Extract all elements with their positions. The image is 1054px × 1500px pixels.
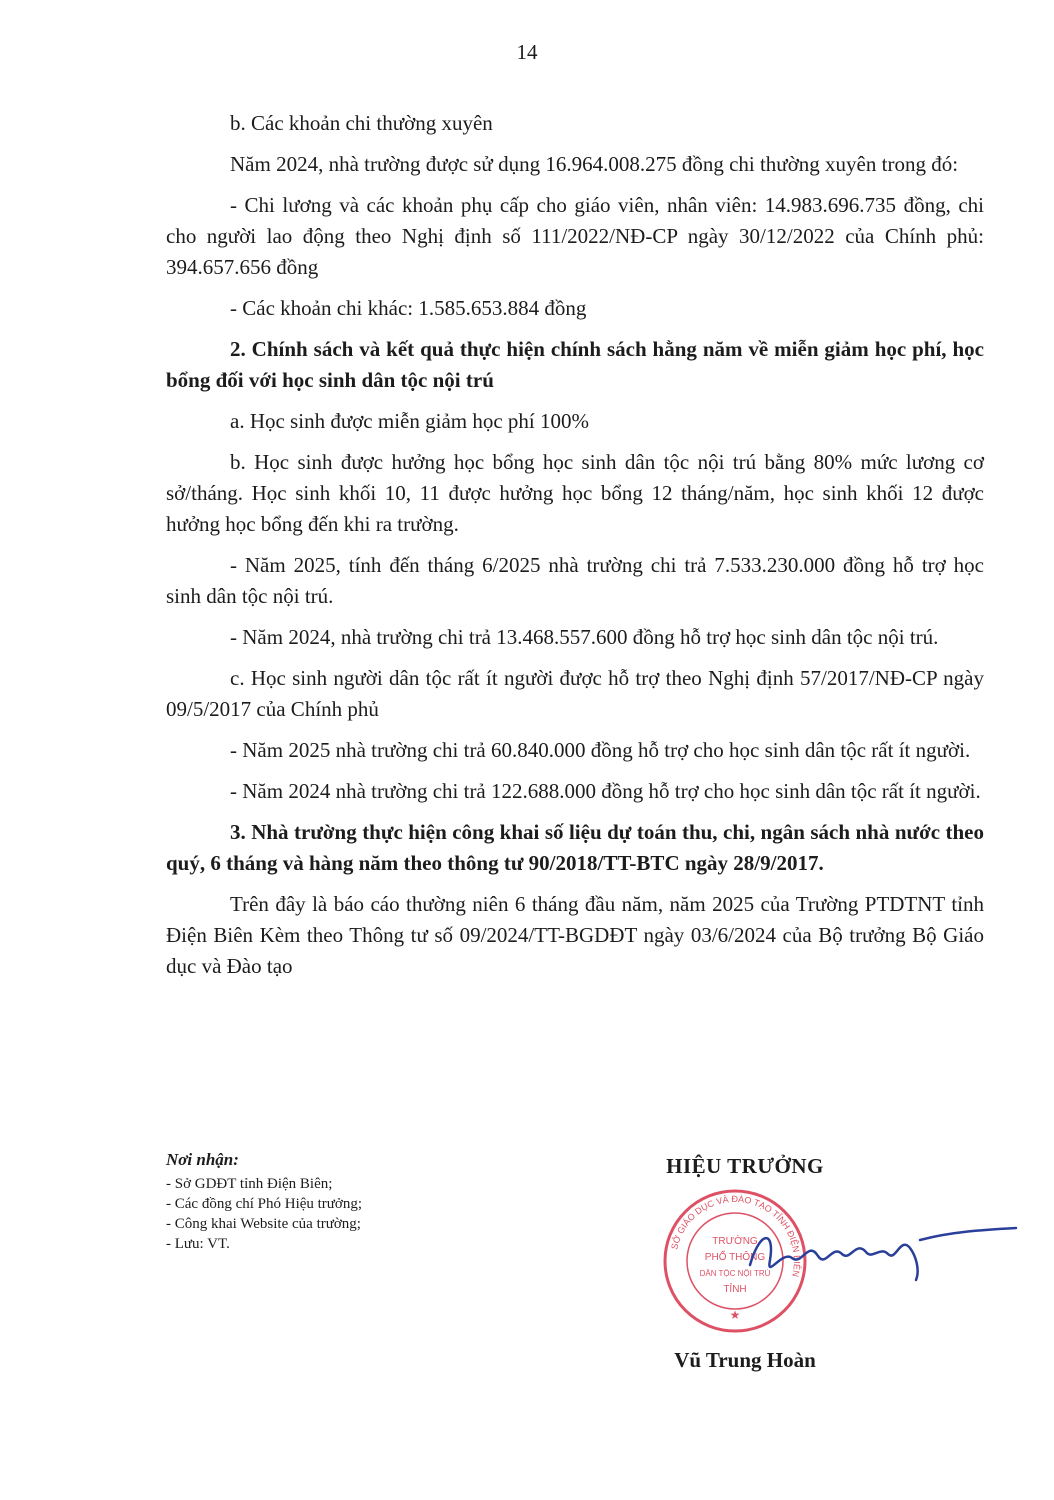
svg-text:DÂN TỘC NỘI TRÚ: DÂN TỘC NỘI TRÚ (699, 1269, 771, 1278)
paragraph: b. Học sinh được hưởng học bổng học sinh dân tộc nội trú bằng 80% mức lương cơ sở/tháng. Học sinh khối 10, 11 được hưởng học bổng 12 tháng/năm, học sinh khối 12 được hưởng học bổng đến khi ra trường. (166, 450, 984, 536)
section-heading: 3. Nhà trường thực hiện công khai số liệu dự toán thu, chi, ngân sách nhà nước theo quý, 6 tháng và hàng năm theo thông tư 90/2018/TT-BTC ngày 28/9/2017. (166, 820, 984, 875)
paragraph: - Các khoản chi khác: 1.585.653.884 đồng (230, 296, 587, 320)
closing-paragraph: Trên đây là báo cáo thường niên 6 tháng đầu năm, năm 2025 của Trường PTDTNT tỉnh Điện Biên Kèm theo Thông tư số 09/2024/TT-BGDĐT ngày 03/6/2024 của Bộ trưởng Bộ Giáo dục và Đào tạo (166, 892, 984, 978)
paragraph: - Năm 2024, nhà trường chi trả 13.468.557.600 đồng hỗ trợ học sinh dân tộc nội trú. (230, 625, 939, 649)
signer-name: Vũ Trung Hoàn (674, 1348, 816, 1372)
handwritten-signature-icon (720, 1210, 1020, 1290)
recipient-item: - Công khai Website của trường; (166, 1216, 361, 1232)
paragraph: b. Các khoản chi thường xuyên (230, 111, 493, 135)
svg-text:TRƯỜNG: TRƯỜNG (712, 1236, 758, 1247)
recipient-item: - Lưu: VT. (166, 1236, 230, 1252)
paragraph: a. Học sinh được miễn giảm học phí 100% (230, 409, 589, 433)
recipients-block (166, 1150, 546, 1254)
signature-block (620, 1148, 920, 1388)
paragraph: c. Học sinh người dân tộc rất ít người được hỗ trợ theo Nghị định 57/2017/NĐ-CP ngày 09/5/2017 của Chính phủ (166, 666, 984, 721)
svg-text:SỞ GIÁO DỤC VÀ ĐÀO TẠO TỈNH ĐI: SỞ GIÁO DỤC VÀ ĐÀO TẠO TỈNH ĐIỆN BIÊN (669, 1193, 803, 1278)
recipient-item: - Sở GDĐT tỉnh Điện Biên; (166, 1176, 333, 1192)
svg-text:PHỔ THÔNG: PHỔ THÔNG (704, 1252, 766, 1263)
paragraph: Năm 2024, nhà trường được sử dụng 16.964.008.275 đồng chi thường xuyên trong đó: (230, 152, 959, 176)
paragraph: - Năm 2025, tính đến tháng 6/2025 nhà trường chi trả 7.533.230.000 đồng hỗ trợ học sinh dân tộc nội trú. (166, 553, 984, 608)
signer-title: HIỆU TRƯỞNG (666, 1154, 824, 1178)
page-number: 14 (516, 40, 538, 64)
document-body (166, 108, 984, 992)
paragraph: - Năm 2025 nhà trường chi trả 60.840.000 đồng hỗ trợ cho học sinh dân tộc rất ít người. (230, 738, 971, 762)
svg-text:★: ★ (729, 1308, 741, 1322)
paragraph: - Chi lương và các khoản phụ cấp cho giáo viên, nhân viên: 14.983.696.735 đồng, chi cho người lao động theo Nghị định số 111/2022/NĐ-CP ngày 30/12/2022 của Chính phủ: 394.657.656 đồng (166, 193, 984, 279)
recipients-label: Nơi nhận: (166, 1150, 239, 1169)
paragraph: - Năm 2024 nhà trường chi trả 122.688.000 đồng hỗ trợ cho học sinh dân tộc rất ít người. (230, 779, 981, 803)
section-heading: 2. Chính sách và kết quả thực hiện chính sách hằng năm về miễn giảm học phí, học bổng đối với học sinh dân tộc nội trú (166, 337, 984, 392)
recipient-item: - Các đồng chí Phó Hiệu trưởng; (166, 1196, 363, 1212)
svg-text:TỈNH: TỈNH (723, 1284, 747, 1295)
